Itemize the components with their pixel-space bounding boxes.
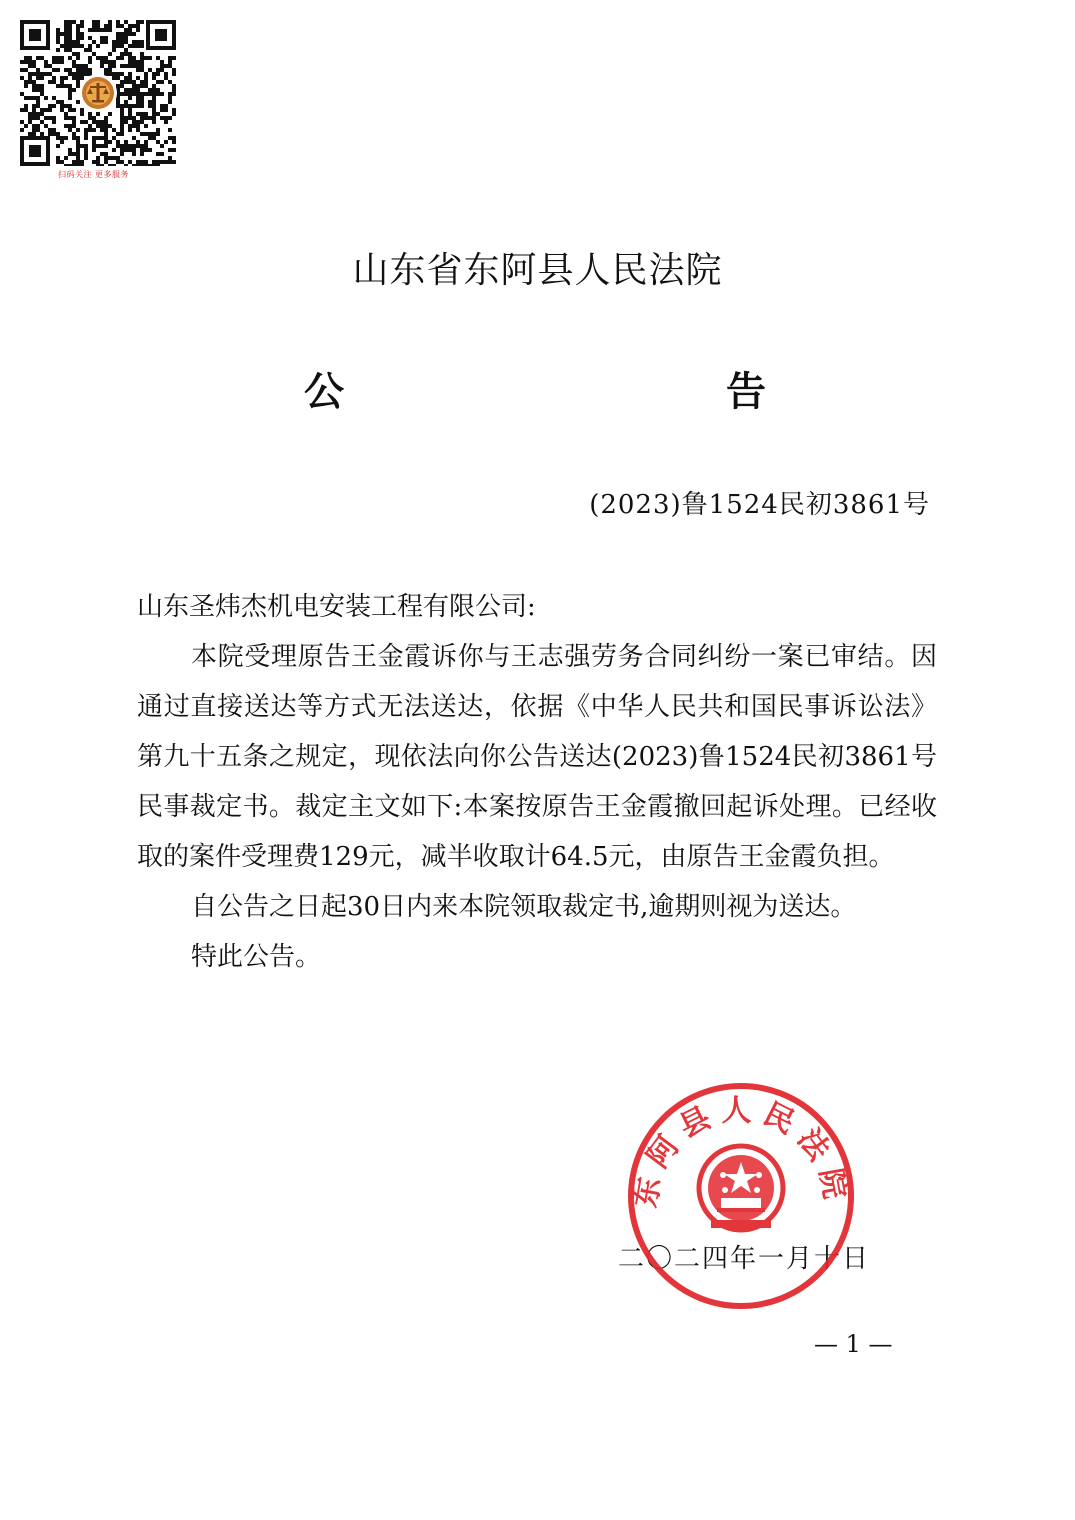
notice-title-right: 告 — [726, 368, 766, 415]
qr-caption: 扫码关注 更多服务 — [58, 170, 130, 179]
court-name: 山东省东阿县人民法院 — [352, 250, 723, 291]
qr-code-image — [20, 20, 176, 166]
court-seal-stamp — [625, 1080, 857, 1312]
notice-title — [304, 360, 766, 417]
notice-title-left: 公 — [304, 368, 344, 415]
body-paragraph: 自公告之日起30日内来本院领取裁定书,逾期则视为送达。 — [191, 892, 857, 922]
issue-date: 二〇二四年一月十日 — [618, 1244, 871, 1274]
closing-line: 特此公告。 — [191, 942, 322, 972]
body-paragraph: 本院受理原告王金霞诉你与王志强劳务合同纠纷一案已审结。因通过直接送达等方式无法送达，依据《中华人民共和国民事诉讼法》第九十五条之规定，现依法向你公告送达(2023)鲁1524民初3861号民事裁定书。裁定主文如下:本案按原告王金霞撤回起诉处理。已经收取的案件受理费129元，减半收取计64.5元，由原告王金霞负担。 — [137, 642, 937, 872]
court-emblem-icon — [79, 74, 117, 112]
qr-code-block — [20, 20, 178, 180]
case-number: (2023)鲁1524民初3861号 — [589, 490, 930, 520]
notice-body — [137, 582, 937, 982]
page-number: — 1 — — [814, 1330, 893, 1358]
national-emblem-icon — [699, 1146, 783, 1230]
svg-text:东阿县人民法院: 东阿县人民法院 — [628, 1093, 854, 1211]
addressee: 山东圣炜杰机电安装工程有限公司: — [137, 592, 536, 622]
